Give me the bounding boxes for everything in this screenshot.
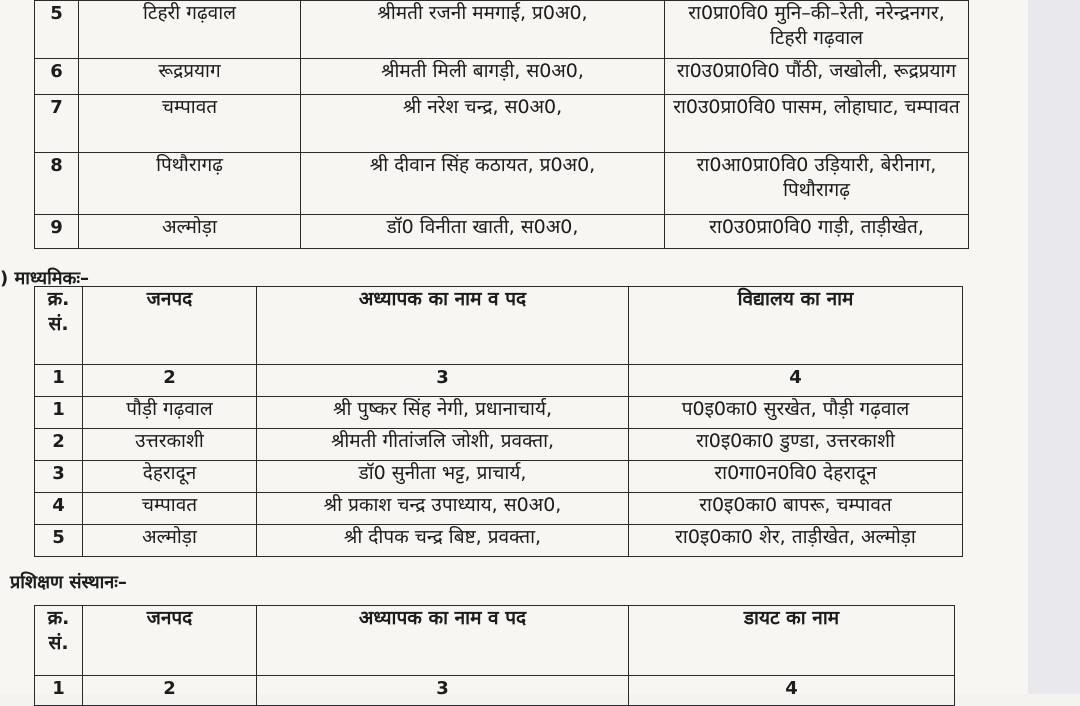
district-cell: देहरादून (83, 461, 257, 493)
district-cell: रूद्रप्रयाग (79, 59, 301, 95)
district-cell: टिहरी गढ़वाल (79, 1, 301, 59)
header-teacher: अध्यापक का नाम व पद (257, 606, 629, 676)
teacher-cell: श्रीमती मिली बागड़ी, स0अ0, (301, 59, 665, 95)
district-cell: पौड़ी गढ़वाल (83, 397, 257, 429)
index-1: 1 (35, 676, 83, 706)
district-cell: पिथौरागढ़ (79, 153, 301, 215)
teacher-cell: डॉ0 सुनीता भट्ट, प्राचार्य, (257, 461, 629, 493)
column-index-row (35, 365, 963, 397)
teacher-cell: श्री प्रकाश चन्द्र उपाध्याय, स0अ0, (257, 493, 629, 525)
table-row (35, 461, 963, 493)
secondary-awardees-table (34, 286, 963, 557)
table-row (35, 397, 963, 429)
header-school: विद्यालय का नाम (629, 287, 963, 365)
serial-number: 2 (35, 429, 83, 461)
index-2: 2 (83, 676, 257, 706)
table-row (35, 215, 969, 249)
serial-number: 5 (35, 525, 83, 557)
school-cell: रा0उ0प्रा0वि0 पासम, लोहाघाट, चम्पावत (665, 95, 969, 153)
table-header-row (35, 606, 955, 676)
school-cell: रा0इ0का0 शेर, ताड़ीखेत, अल्मोड़ा (629, 525, 963, 557)
school-cell: रा0उ0प्रा0वि0 पौंठी, जखोली, रूद्रप्रयाग (665, 59, 969, 95)
serial-number: 1 (35, 397, 83, 429)
school-cell: प0इ0का0 सुरखेत, पौड़ी गढ़वाल (629, 397, 963, 429)
section-heading-secondary: ) माध्यमिकः– (0, 268, 90, 289)
header-district: जनपद (83, 287, 257, 365)
index-3: 3 (257, 676, 629, 706)
school-cell: रा0इ0का0 डुण्डा, उत्तरकाशी (629, 429, 963, 461)
serial-number: 4 (35, 493, 83, 525)
serial-number: 6 (35, 59, 79, 95)
table-row (35, 95, 969, 153)
serial-number: 5 (35, 1, 79, 59)
table-row (35, 525, 963, 557)
serial-number: 7 (35, 95, 79, 153)
serial-number: 3 (35, 461, 83, 493)
table-row (35, 153, 969, 215)
header-serial: क्र. सं. (35, 287, 83, 365)
table-row (35, 59, 969, 95)
teacher-cell: श्रीमती गीतांजलि जोशी, प्रवक्ता, (257, 429, 629, 461)
school-cell: रा0उ0प्रा0वि0 गाड़ी, ताड़ीखेत, (665, 215, 969, 249)
serial-number: 8 (35, 153, 79, 215)
district-cell: अल्मोड़ा (79, 215, 301, 249)
table-row (35, 1, 969, 59)
index-2: 2 (83, 365, 257, 397)
elementary-awardees-table (34, 0, 969, 249)
header-serial: क्र. सं. (35, 606, 83, 676)
teacher-cell: श्री दीपक चन्द्र बिष्ट, प्रवक्ता, (257, 525, 629, 557)
school-cell: रा0इ0का0 बापरू, चम्पावत (629, 493, 963, 525)
index-1: 1 (35, 365, 83, 397)
district-cell: चम्पावत (79, 95, 301, 153)
table-row (35, 429, 963, 461)
section-heading-training: प्रशिक्षण संस्थानः– (10, 572, 127, 593)
header-teacher: अध्यापक का नाम व पद (257, 287, 629, 365)
district-cell: उत्तरकाशी (83, 429, 257, 461)
teacher-cell: श्री दीवान सिंह कठायत, प्र0अ0, (301, 153, 665, 215)
school-cell: रा0प्रा0वि0 मुनि–की–रेती, नरेन्द्रनगर, टिहरी गढ़वाल (665, 1, 969, 59)
table-row (35, 493, 963, 525)
side-margin (1028, 0, 1080, 694)
header-district: जनपद (83, 606, 257, 676)
header-diet: डायट का नाम (629, 606, 955, 676)
school-cell: रा0आ0प्रा0वि0 उड़ियारी, बेरीनाग, पिथौरागढ़ (665, 153, 969, 215)
serial-number: 9 (35, 215, 79, 249)
table-header-row (35, 287, 963, 365)
teacher-cell: श्री नरेश चन्द्र, स0अ0, (301, 95, 665, 153)
training-institute-table (34, 605, 955, 706)
column-index-row (35, 676, 955, 706)
index-4: 4 (629, 365, 963, 397)
teacher-cell: श्री पुष्कर सिंह नेगी, प्रधानाचार्य, (257, 397, 629, 429)
teacher-cell: डॉ0 विनीता खाती, स0अ0, (301, 215, 665, 249)
teacher-cell: श्रीमती रजनी ममगाई, प्र0अ0, (301, 1, 665, 59)
index-3: 3 (257, 365, 629, 397)
index-4: 4 (629, 676, 955, 706)
district-cell: अल्मोड़ा (83, 525, 257, 557)
district-cell: चम्पावत (83, 493, 257, 525)
school-cell: रा0गा0न0वि0 देहरादून (629, 461, 963, 493)
